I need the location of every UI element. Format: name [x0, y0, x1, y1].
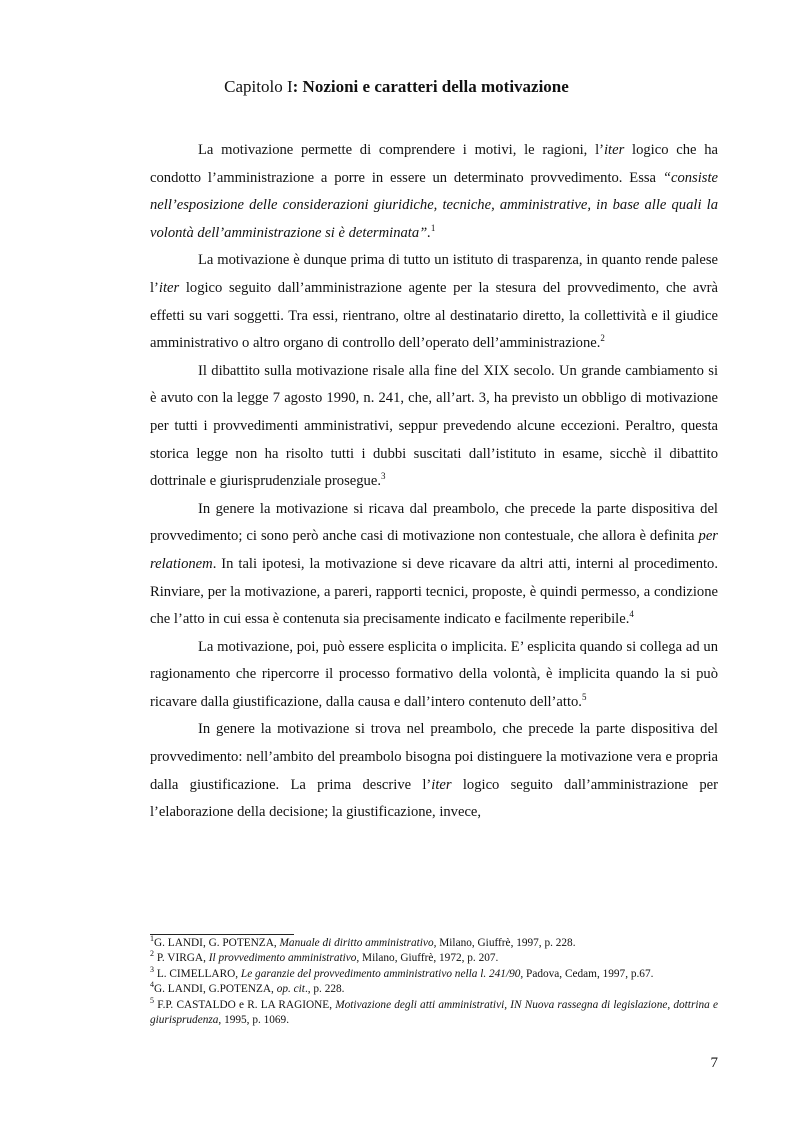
chapter-title: [0, 75, 793, 99]
page-number: 7: [710, 1055, 718, 1071]
paragraph-6: [150, 716, 718, 826]
footnote-number: 1: [150, 934, 154, 944]
footnote-5-publisher: , 1995, p. 1069.: [218, 1014, 290, 1027]
footnote-3-author: L. CIMELLARO,: [154, 967, 241, 980]
footnote-ref-3[interactable]: 3: [381, 471, 386, 482]
footnote-4-author: G. LANDI, G.POTENZA,: [154, 983, 277, 996]
footnote-3-work: Le garanzie del provvedimento amministrativo nella l. 241/90,: [240, 967, 524, 980]
paragraph-3-text-a: Il dibattito sulla motivazione risale alla fine del XIX secolo. Un grande cambiamento si è avuto con la legge 7 agosto 1990, n. 241, che, all’art. 3, ha previsto un obbligo di motivazione per tutti i provvedimenti amministrativi, seppur prevedendo alcune eccezioni. Peraltro, questa storica legge non ha risolto tutti i dubbi suscitati dall’istituto in esame, sicchè il dibattito dottrinale e giurisprudenziale prosegue.: [150, 362, 718, 490]
footnote-5: [150, 995, 718, 1029]
footnote-separator: [150, 934, 294, 935]
footnote-2: [150, 951, 718, 966]
footnote-1-author: G. LANDI, G. POTENZA,: [154, 937, 280, 949]
footnotes: [150, 936, 718, 1028]
footnote-2-work: Il provvedimento amministrativo,: [208, 952, 360, 965]
paragraph-1-text-a: La motivazione permette di comprendere i motivi, le ragioni, l’: [198, 142, 604, 158]
footnote-number: 5: [150, 995, 154, 1005]
paragraph-2-italic-iter: iter: [158, 279, 180, 296]
paragraph-2: [150, 247, 718, 357]
footnote-number: 4: [150, 980, 154, 990]
footnote-4: [150, 982, 718, 997]
footnote-5-work: Motivazione degli atti amministrativi, IN Nuova rassegna di legislazione, dottrina e giurisprudenza: [150, 998, 718, 1027]
footnote-3: [150, 967, 718, 982]
footnote-number: 3: [150, 965, 154, 975]
paragraph-6-italic-iter: iter: [431, 776, 452, 793]
footnote-1-publisher: Milano, Giuffrè, 1997, p. 228.: [436, 937, 576, 949]
paragraph-1-italic-iter: iter: [604, 142, 625, 158]
chapter-heading: : Nozioni e caratteri della motivazione: [292, 77, 569, 96]
paragraph-6-text-a: In genere la motivazione si trova nel preambolo, che precede la parte dispositiva del provvedimento: nell’ambito del preambolo bisogna poi distinguere la motivazione vera e propria dalla giustificazione. La prima descrive l’: [150, 721, 718, 793]
paragraph-4-text-a: In genere la motivazione si ricava dal preambolo, che precede la parte dispositiva del provvedimento; ci sono però anche casi di motivazione non contestuale, che allora è definita: [150, 500, 718, 545]
paragraph-4: [150, 496, 718, 634]
footnote-ref-1[interactable]: 1: [430, 222, 436, 233]
paragraph-5: [150, 634, 718, 717]
footnote-number: 2: [150, 949, 154, 959]
paragraph-4-italic-per-relationem: per relationem: [150, 528, 718, 572]
chapter-prefix: Capitolo I: [224, 77, 293, 96]
footnote-2-publisher: Milano, Giuffrè, 1972, p. 207.: [359, 952, 499, 965]
paragraph-2-text-c: logico seguito dall’amministrazione agente per la stesura del provvedimento, che avrà effetti su vari soggetti. Tra essi, rientrano, oltre al destinatario diretto, la collettività e il giudice amministrativo o altro organo di controllo dell’operato dell’amministrazione.: [150, 279, 718, 352]
footnote-3-publisher: Padova, Cedam, 1997, p.67.: [523, 967, 654, 980]
footnote-4-publisher: ., p. 228.: [304, 983, 345, 996]
paragraph-3: [150, 358, 718, 496]
paragraph-1-text-c: logico che ha condotto l’amministrazione a porre in essere un determinato provvedimento. Essa: [150, 142, 718, 186]
paragraph-5-text-a: La motivazione, poi, può essere esplicita o implicita. E’ esplicita quando si collega ad un ragionamento che ripercorre il processo formativo della volontà, è implicita quando la si può ricavare dalla giustificazione, dalla causa e dall’intero contenuto dell’atto.: [150, 638, 718, 710]
footnote-ref-5[interactable]: 5: [581, 692, 587, 703]
footnote-1-work: Manuale di diritto amministrativo,: [279, 937, 437, 949]
footnote-4-work: op. cit: [276, 983, 305, 996]
paragraph-6-text-c: logico seguito dall’amministrazione per l’elaborazione della decisione; la giustificazione, invece,: [150, 776, 718, 821]
footnote-ref-2[interactable]: 2: [600, 333, 605, 344]
footnote-2-author: P. VIRGA,: [154, 952, 209, 965]
footnote-ref-4[interactable]: 4: [629, 609, 634, 620]
footnote-1: [150, 936, 718, 951]
paragraph-4-text-c: . In tali ipotesi, la motivazione si deve ricavare da altri atti, interni al procedimento. Rinviare, per la motivazione, a pareri, rapporti tecnici, proposte, è quindi permesso, a condizione che l’atto in cui essa è contenuta sia precisamente indicato e facilmente reperibile.: [150, 555, 718, 628]
body-text: [150, 137, 718, 827]
paragraph-2-text-a: La motivazione è dunque prima di tutto un istituto di trasparenza, in quanto rende palese l’: [150, 252, 718, 296]
footnote-5-author: F.P. CASTALDO e R. LA RAGIONE,: [154, 998, 336, 1011]
paragraph-1-quote: “consiste nell’esposizione delle considerazioni giuridiche, tecniche, amministrative, in base alle quali la volontà dell’amministrazione si è determinata”.: [150, 169, 718, 241]
paragraph-1: [150, 137, 718, 247]
